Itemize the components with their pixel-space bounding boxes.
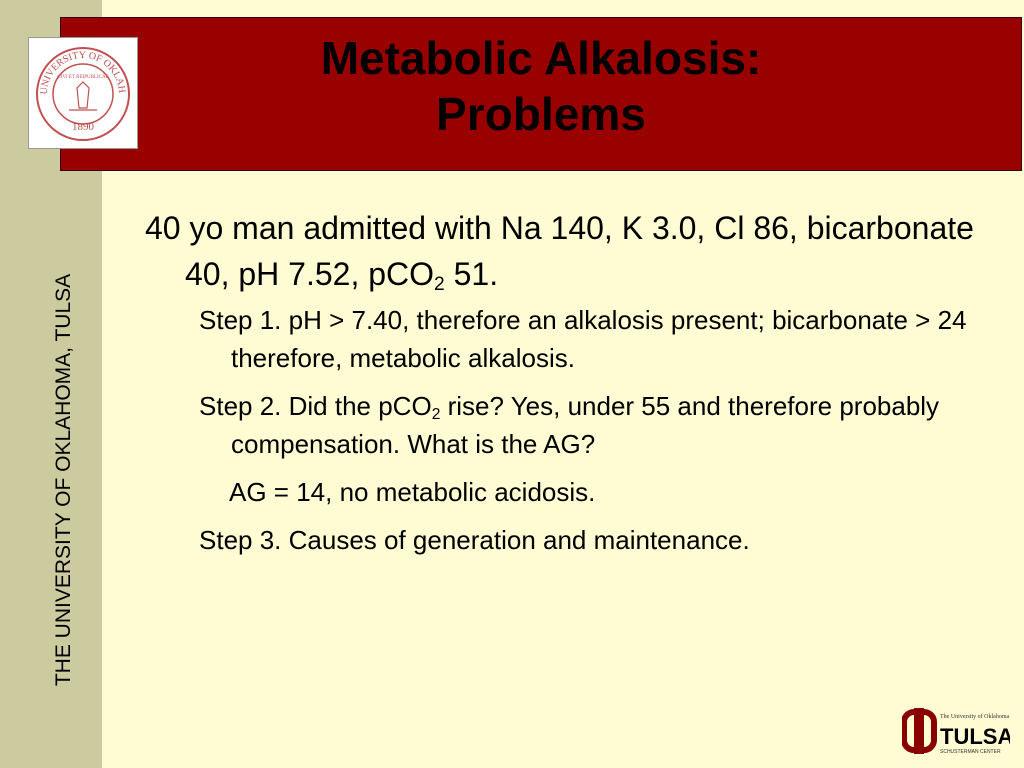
page-title: [60, 30, 1022, 142]
case-description: [145, 205, 985, 297]
case-tail: 51.: [444, 256, 499, 292]
ag-line: AG = 14, no metabolic acidosis.: [229, 477, 596, 507]
ou-monogram-icon: [904, 708, 934, 754]
case-text: 40 yo man admitted with Na 140, K 3.0, Cl 86, bicarbonate 40, pH 7.52, pCO: [145, 210, 974, 292]
ou-tulsa-logo: [902, 706, 1010, 758]
logo-top-text: The University of Oklahoma: [940, 714, 1010, 720]
title-line-1: Metabolic Alkalosis:: [320, 32, 762, 84]
step-1: Step 1. pH > 7.40, therefore an alkalosis present; bicarbonate > 24 therefore, metabolic alkalosis.: [199, 305, 967, 373]
case-subscript: 2: [434, 273, 445, 295]
title-line-2: Problems: [436, 88, 646, 140]
seal-year: 1890: [72, 121, 94, 133]
slide-content: [145, 205, 985, 569]
step-2-text: Step 2. Did the pCO: [199, 391, 432, 421]
step-2-subscript: 2: [431, 405, 441, 423]
seal-motto: CIVI ET REIPUBLICAE: [57, 75, 109, 80]
step-2-tail: rise? Yes, under 55 and therefore probably compensation. What is the AG?: [231, 391, 940, 459]
step-2: [145, 387, 985, 463]
logo-main-text: TULSA: [940, 724, 1010, 749]
sidebar-university-text: THE UNIVERSITY OF OKLAHOMA, TULSA: [52, 273, 75, 687]
seal-ring-text: UNIVERSITY OF OKLAH: [38, 49, 128, 95]
step-3: Step 3. Causes of generation and maintenance.: [199, 525, 750, 555]
logo-sub-text: SCHUSTERMAN CENTER: [940, 749, 1001, 755]
